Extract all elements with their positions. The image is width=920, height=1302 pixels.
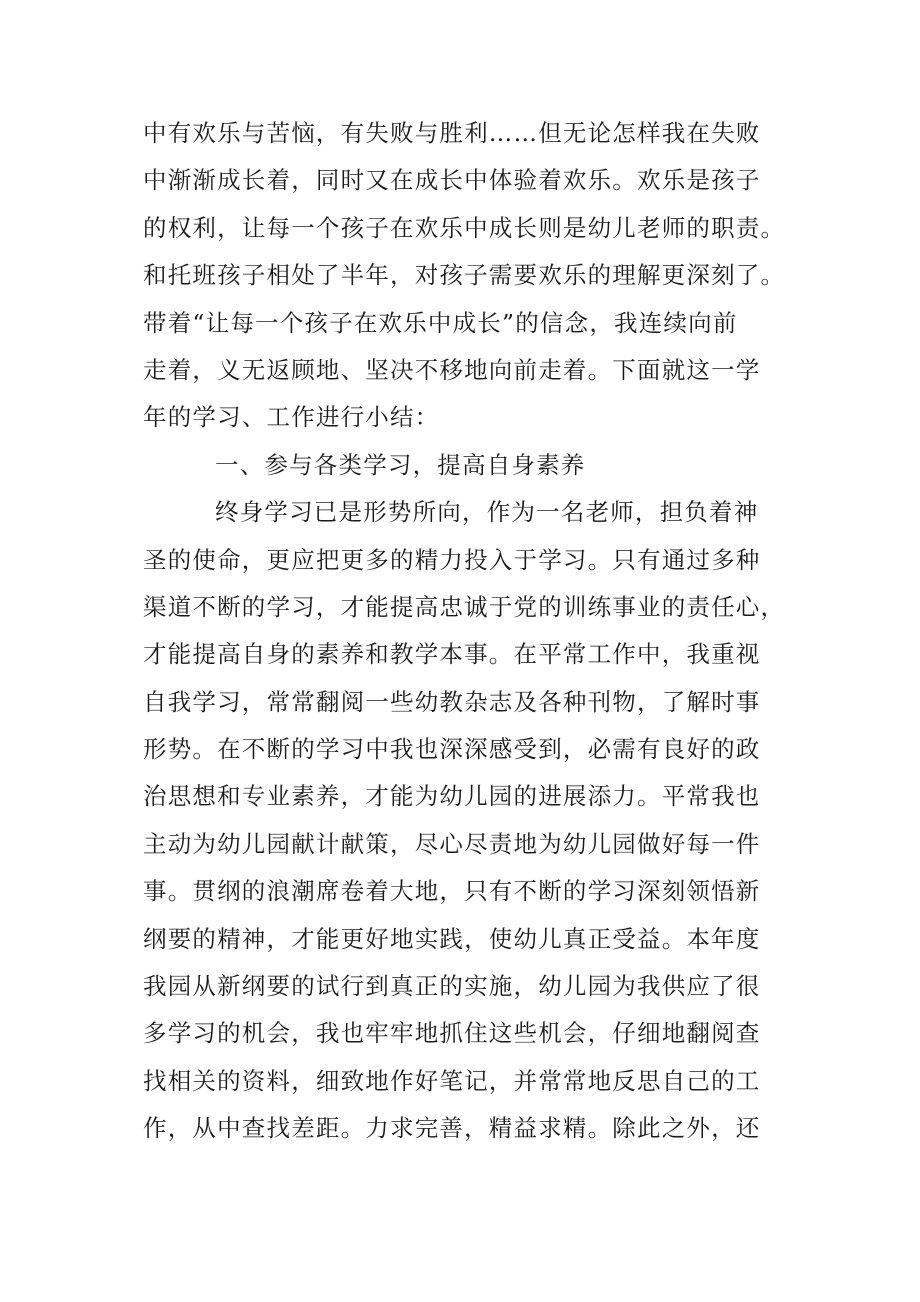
body-text: [143, 110, 786, 1153]
text-line: 作，从中查找差距。力求完善，精益求精。除此之外，还: [143, 1114, 761, 1143]
text-line: 我园从新纲要的试行到真正的实施，幼儿园为我供应了很: [143, 972, 761, 1001]
text-line: 渠道不断的学习，才能提高忠诚于党的训练事业的责任心，: [143, 592, 786, 621]
text-line: 和托班孩子相处了半年，对孩子需要欢乐的理解更深刻了。: [143, 261, 786, 290]
text-line: 找相关的资料，细致地作好笔记，并常常地反思自己的工: [143, 1066, 761, 1095]
text-line: 主动为幼儿园献计献策，尽心尽责地为幼儿园做好每一件: [143, 829, 761, 858]
text-line: 带着“让每一个孩子在欢乐中成长”的信念，我连续向前: [143, 308, 738, 337]
text-line: 自我学习，常常翻阅一些幼教杂志及各种刊物，了解时事: [143, 687, 761, 716]
text-line: 治思想和专业素养，才能为幼儿园的进展添力。平常我也: [143, 782, 761, 811]
text-line: 中有欢乐与苦恼，有失败与胜利……但无论怎样我在失败: [143, 119, 761, 147]
text-line: 形势。在不断的学习中我也深深感受到，必需有良好的政: [143, 735, 761, 764]
text-line: 纲要的精神，才能更好地实践，使幼儿真正受益。本年度: [143, 924, 761, 953]
text-line: 事。贯纲的浪潮席卷着大地，只有不断的学习深刻领悟新: [143, 877, 761, 906]
section-heading: 一、参与各类学习，提高自身素养: [215, 450, 586, 479]
text-line: 圣的使命，更应把更多的精力投入于学习。只有通过多种: [143, 545, 761, 574]
text-line: 多学习的机会，我也牢牢地抓住这些机会，仔细地翻阅查: [143, 1019, 761, 1048]
text-line: 才能提高自身的素养和教学本事。在平常工作中，我重视: [143, 640, 761, 669]
text-line: 走着，义无返顾地、坚决不移地向前走着。下面就这一学: [143, 355, 761, 384]
text-line: 中渐渐成长着，同时又在成长中体验着欢乐。欢乐是孩子: [143, 166, 761, 195]
text-line: 年的学习、工作进行小结：: [143, 403, 440, 432]
text-line: 终身学习已是形势所向，作为一名老师，担负着神: [215, 498, 759, 527]
text-line: 的权利，让每一个孩子在欢乐中成长则是幼儿老师的职责。: [143, 213, 786, 242]
